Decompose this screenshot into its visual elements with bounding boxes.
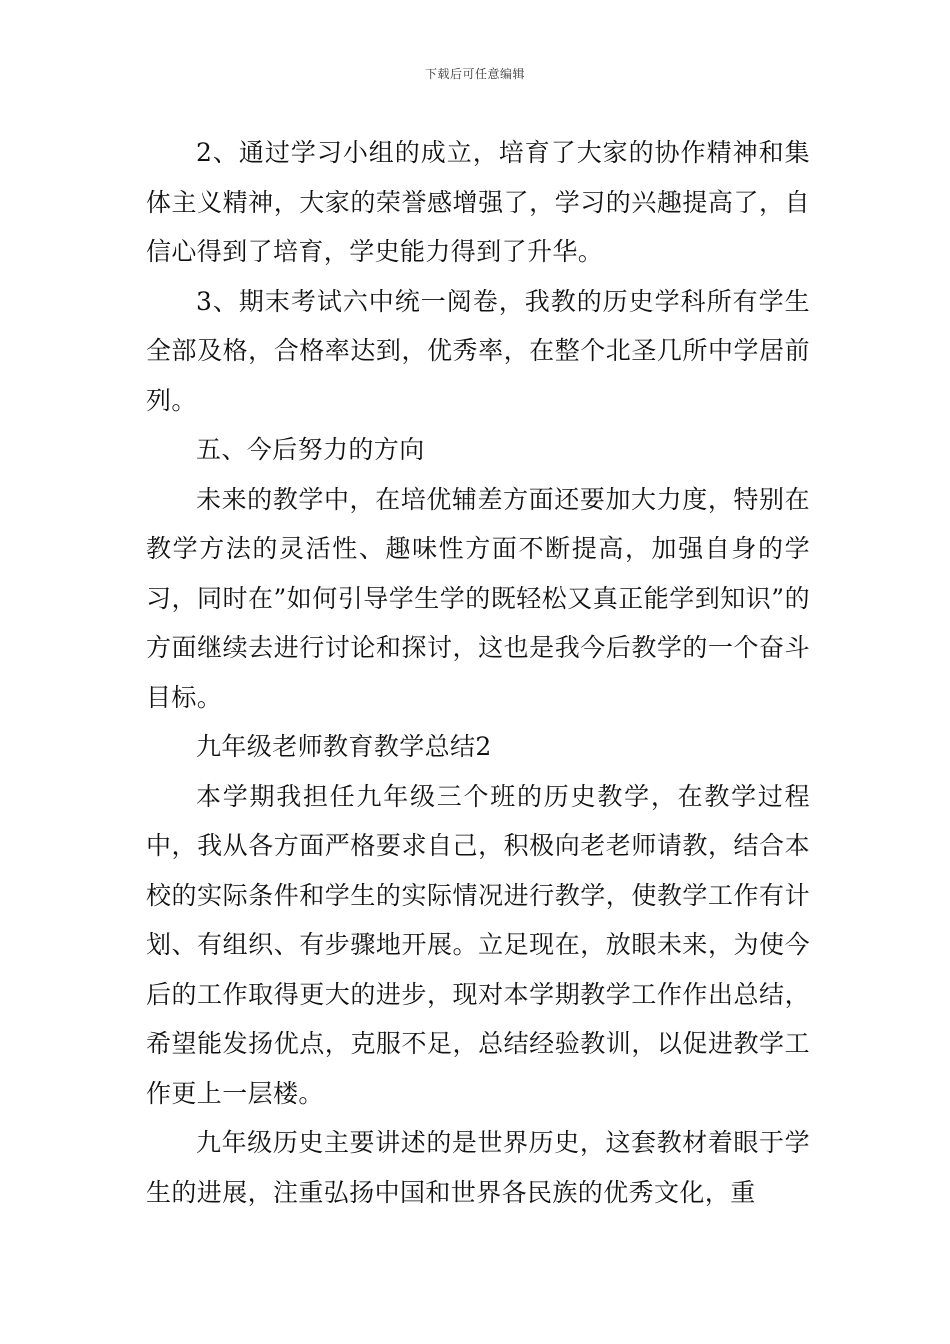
paragraph-4: 本学期我担任九年级三个班的历史教学，在教学过程中，我从各方面严格要求自己，积极向老老师请教，结合本校的实际条件和学生的实际情况进行教学，使教学工作有计划、有组织、有步骤地开展。立足现在，放眼未来，为使今后的工作取得更大的进步，现对本学期教学工作作出总结，希望能发扬优点，克服不足，总结经验教训，以促进教学工作更上一层楼。 — [146, 781, 810, 1108]
paragraph-1: 2、通过学习小组的成立，培育了大家的协作精神和集体主义精神，大家的荣誉感增强了，学习的兴趣提高了，自信心得到了培育，学史能力得到了升华。 — [146, 138, 810, 266]
page-header: 下载后可任意编辑 — [424, 67, 525, 81]
section-heading: 五、今后努力的方向 — [196, 435, 425, 464]
paragraph-3: 未来的教学中，在培优辅差方面还要加大力度，特别在教学方法的灵活性、趣味性方面不断提高，加强自身的学习，同时在”如何引导学生学的既轻松又真正能学到知识”的方面继续去进行讨论和探讨，这也是我今后教学的一个奋斗目标。 — [146, 484, 810, 712]
paragraph-5: 九年级历史主要讲述的是世界历史，这套教材着眼于学生的进展，注重弘扬中国和世界各民族的优秀文化，重 — [146, 1128, 810, 1207]
paragraph-2: 3、期末考试六中统一阅卷，我教的历史学科所有学生全部及格，合格率达到，优秀率，在整个北圣几所中学居前列。 — [146, 286, 810, 415]
document-body — [146, 128, 810, 1217]
article-title: 九年级老师教育教学总结2 — [196, 732, 492, 761]
